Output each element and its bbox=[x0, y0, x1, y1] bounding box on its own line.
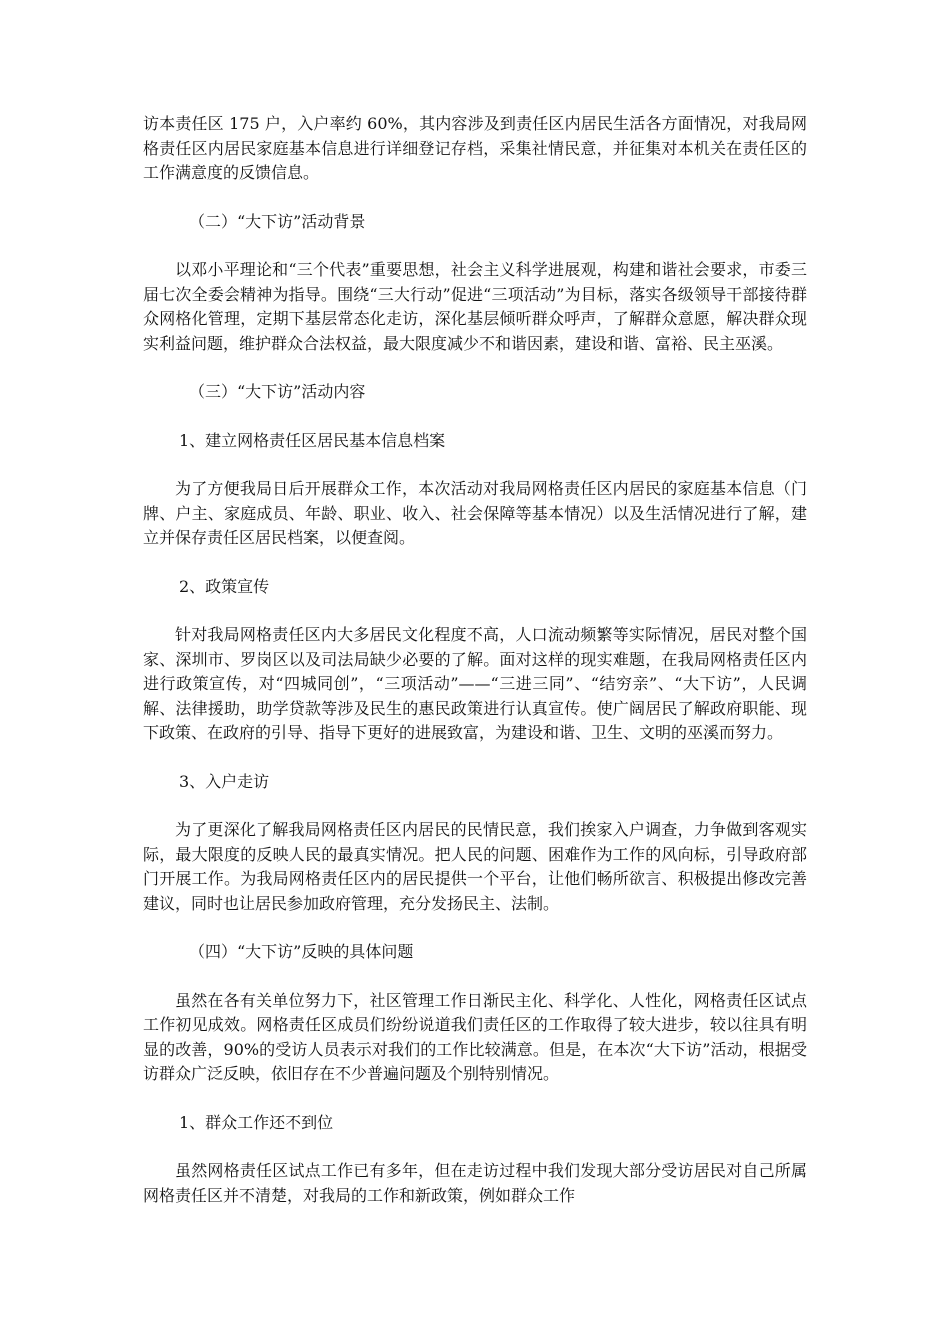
section-heading-background: （二）“大下访”活动背景 bbox=[189, 211, 366, 231]
paragraph-mass-work: 虽然网格责任区试点工作已有多年，但在走访过程中我们发现大部分受访居民对自己所属网格责任区并不清楚，对我局的工作和新政策，例如群众工作 bbox=[143, 1161, 807, 1205]
subheading-policy: 2、政策宣传 bbox=[179, 576, 270, 596]
document-page bbox=[143, 112, 807, 1232]
section-heading-problems: （四）“大下访”反映的具体问题 bbox=[189, 942, 414, 961]
subheading-visit: 3、入户走访 bbox=[179, 771, 270, 791]
paragraph-intro: 访本责任区 175 户，入户率约 60%，其内容涉及到责任区内居民生活各方面情况，对我局网格责任区内居民家庭基本信息进行详细登记存档，采集社情民意，并征集对本机关在责任区的工作满意度的反馈信息。 bbox=[143, 114, 807, 182]
paragraph-archive: 为了方便我局日后开展群众工作，本次活动对我局网格责任区内居民的家庭基本信息（门牌、户主、家庭成员、年龄、职业、收入、社会保障等基本情况）以及生活情况进行了解，建立并保存责任区居民档案，以便查阅。 bbox=[143, 479, 807, 547]
paragraph-policy: 针对我局网格责任区内大多居民文化程度不高，人口流动频繁等实际情况，居民对整个国家、深圳市、罗岗区以及司法局缺少必要的了解。面对这样的现实难题，在我局网格责任区内进行政策宣传，对“四城同创”，“三项活动”——“三进三同”、“结穷亲”、“大下访”，人民调解、法律援助，助学贷款等涉及民生的惠民政策进行认真宣传。使广阔居民了解政府职能、现下政策、在政府的引导、指导下更好的进展致富，为建设和谐、卫生、文明的巫溪而努力。 bbox=[143, 625, 807, 742]
subheading-mass-work: 1、群众工作还不到位 bbox=[179, 1112, 334, 1132]
paragraph-background: 以邓小平理论和“三个代表”重要思想，社会主义科学进展观，构建和谐社会要求，市委三届七次全委会精神为指导。围绕“三大行动”促进“三项活动”为目标，落实各级领导干部接待群众网格化管理，定期下基层常态化走访，深化基层倾听群众呼声，了解群众意愿，解决群众现实利益问题，维护群众合法权益，最大限度减少不和谐因素，建设和谐、富裕、民主巫溪。 bbox=[143, 260, 807, 353]
section-heading-content: （三）“大下访”活动内容 bbox=[189, 382, 366, 401]
paragraph-visit: 为了更深化了解我局网格责任区内居民的民情民意，我们挨家入户调查，力争做到客观实际，最大限度的反映人民的最真实情况。把人民的问题、困难作为工作的风向标，引导政府部门开展工作。为我局网格责任区内的居民提供一个平台，让他们畅所欲言、积极提出修改完善建议，同时也让居民参加政府管理，充分发扬民主、法制。 bbox=[143, 820, 807, 913]
subheading-archive: 1、建立网格责任区居民基本信息档案 bbox=[179, 430, 446, 450]
paragraph-problems: 虽然在各有关单位努力下，社区管理工作日渐民主化、科学化、人性化，网格责任区试点工作初见成效。网格责任区成员们纷纷说道我们责任区的工作取得了较大进步，较以往具有明显的改善，90%的受访人员表示对我们的工作比较满意。但是，在本次“大下访”活动，根据受访群众广泛反映，依旧存在不少普遍问题及个别特别情况。 bbox=[143, 990, 807, 1083]
